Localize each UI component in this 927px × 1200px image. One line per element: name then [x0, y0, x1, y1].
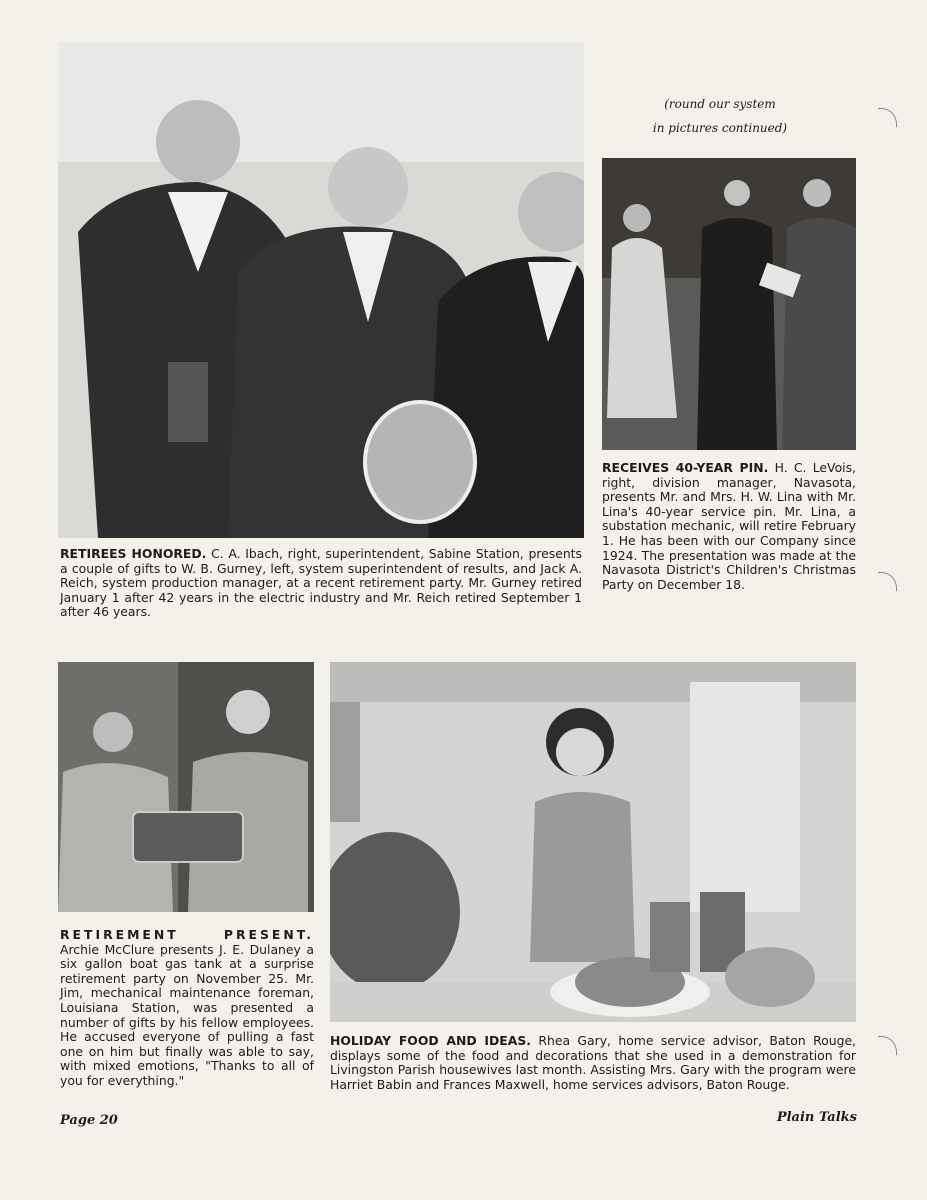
continued-note	[620, 92, 820, 140]
body-holiday-food: Rhea Gary, home service advisor, Baton Rouge, displays some of the food and decorations that she used in a demonstration for Livingston Parish housewives last month. Assisting Mrs. Gary with the program were Harriet Babin and Frances Maxwell, home services advisors, Baton Rouge.	[330, 1033, 857, 1092]
continued-note-line-2: in pictures continued)	[652, 121, 788, 135]
publication-name: Plain Talks	[776, 1110, 857, 1125]
headline-40-year-pin: RECEIVES 40-YEAR PIN.	[602, 460, 769, 475]
body-retirement-present: Archie McClure presents J. E. Dulaney a six gallon boat gas tank at a surprise retirement party on November 25. Mr. Jim, mechanical maintenance foreman, Louisiana Station, was presented a number of gifts by his fellow employees. He accused everyone of pulling a fast one on him but finally was able to say, with mixed emotions, "Thanks to all of you for everything."	[60, 941, 314, 1088]
caption-holiday-food	[330, 1034, 856, 1092]
photo-40-year-pin	[602, 158, 856, 450]
caption-40-year-pin	[602, 461, 856, 592]
caption-retirement-present	[60, 928, 314, 1089]
continued-note-line-1: (round our system	[664, 97, 776, 111]
photo-retirees-honored	[58, 42, 584, 538]
headline-retirement-present: RETIREMENT PRESENT.	[60, 927, 314, 942]
headline-holiday-food: HOLIDAY FOOD AND IDEAS.	[330, 1033, 531, 1048]
headline-retirees-honored: RETIREES HONORED.	[60, 546, 207, 561]
caption-retirees-honored	[60, 547, 582, 620]
photo-retirement-present	[58, 662, 314, 912]
body-40-year-pin: H. C. LeVois, right, division manager, Navasota, presents Mr. and Mrs. H. W. Lina with Mr. Lina's 40-year service pin. Mr. Lina, a substation mechanic, will retire February 1. He has been with our Company since 1924. The presentation was made at the Navasota District's Children's Christmas Party on December 18.	[602, 460, 856, 592]
photo-holiday-food	[330, 662, 856, 1022]
binder-mark-bottom	[878, 1036, 897, 1055]
page-number: Page 20	[60, 1113, 118, 1128]
binder-mark-middle	[878, 572, 897, 591]
body-retirees-honored: C. A. Ibach, right, superintendent, Sabine Station, presents a couple of gifts to W. B. Gurney, left, system superintendent of results, and Jack A. Reich, system production manager, at a recent retirement party. Mr. Gurney retired January 1 after 42 years in the electric industry and Mr. Reich retired September 1 after 46 years.	[60, 546, 582, 620]
binder-mark-top	[878, 108, 897, 127]
